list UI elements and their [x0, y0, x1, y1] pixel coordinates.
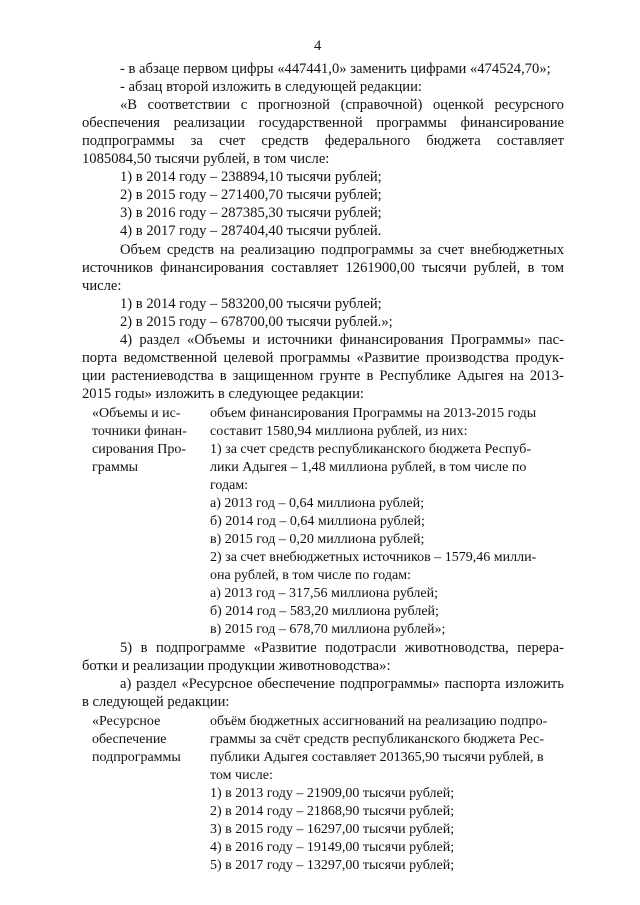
table-value: годам:: [210, 478, 249, 493]
table-value: 4) в 2016 году – 19149,00 тысячи рублей;: [210, 840, 455, 855]
text-line: Объем средств на реализацию подпрограммы за счет внебюджетных: [120, 242, 564, 258]
table-value: б) 2014 год – 0,64 миллиона рублей;: [210, 514, 425, 529]
list-item: 1) в 2014 году – 238894,10 тысячи рублей;: [120, 169, 382, 185]
table-value: объем финансирования Программы на 2013-2015 годы: [210, 406, 537, 421]
table-value: публики Адыгея составляет 201365,90 тысячи рублей, в: [210, 750, 544, 765]
table-value: составит 1580,94 миллиона рублей, из них:: [210, 424, 468, 439]
list-item: 2) в 2015 году – 271400,70 тысячи рублей;: [120, 187, 382, 203]
table-value: в) 2015 год – 678,70 миллиона рублей»;: [210, 622, 446, 637]
table-label: подпрограммы: [92, 750, 181, 765]
table-value: 2) за счет внебюджетных источников – 1579,46 милли-: [210, 550, 537, 565]
table-label: граммы: [92, 460, 139, 475]
list-item: 4) в 2017 году – 287404,40 тысячи рублей.: [120, 223, 382, 239]
page-number: 4: [314, 38, 322, 54]
text-line: порта ведомственной целевой программы «Развитие производства продук-: [82, 350, 564, 366]
text-line: источников финансирования составляет 1261900,00 тысячи рублей, в том: [82, 260, 564, 276]
table-value: том числе:: [210, 768, 273, 783]
table-value: 3) в 2015 году – 16297,00 тысячи рублей;: [210, 822, 455, 837]
list-item: 2) в 2015 году – 678700,00 тысячи рублей.»;: [120, 314, 393, 330]
table-value: 1) за счет средств республиканского бюджета Респуб-: [210, 442, 532, 457]
text-line: 4) раздел «Объемы и источники финансирования Программы» пас-: [120, 332, 564, 348]
table-label: сирования Про-: [92, 442, 187, 457]
table-label: обеспечение: [92, 732, 167, 747]
text-line: ботки и реализации продукции животноводства»:: [82, 658, 391, 674]
text-line: в следующей редакции:: [82, 694, 230, 710]
table-value: а) 2013 год – 0,64 миллиона рублей;: [210, 496, 424, 511]
text-line: «В соответствии с прогнозной (справочной) оценкой ресурсного: [120, 97, 564, 113]
text-line: ции растениеводства в защищенном грунте в Республике Адыгея на 2013-: [82, 368, 564, 384]
text-line: - абзац второй изложить в следующей редакции:: [120, 79, 422, 95]
table-value: 5) в 2017 году – 13297,00 тысячи рублей;: [210, 858, 455, 873]
text-line: обеспечения реализации государственной программы финансирование: [82, 115, 564, 131]
text-line: 5) в подпрограмме «Развитие подотрасли животноводства, перера-: [120, 640, 564, 656]
table-value: она рублей, в том числе по годам:: [210, 568, 411, 583]
table-value: граммы за счёт средств республиканского бюджета Рес-: [210, 732, 545, 747]
table-label: точники финан-: [92, 424, 187, 439]
table-value: 1) в 2013 году – 21909,00 тысячи рублей;: [210, 786, 455, 801]
table-value: а) 2013 год – 317,56 миллиона рублей;: [210, 586, 438, 601]
table-value: б) 2014 год – 583,20 миллиона рублей;: [210, 604, 439, 619]
list-item: 1) в 2014 году – 583200,00 тысячи рублей;: [120, 296, 382, 312]
table-value: в) 2015 год – 0,20 миллиона рублей;: [210, 532, 425, 547]
text-line: - в абзаце первом цифры «447441,0» заменить цифрами «474524,70»;: [120, 61, 551, 77]
text-line: подпрограммы за счет средств федерального бюджета составляет: [82, 133, 564, 149]
table-label: «Объемы и ис-: [92, 406, 181, 421]
list-item: 3) в 2016 году – 287385,30 тысячи рублей;: [120, 205, 382, 221]
text-line: 1085084,50 тысячи рублей, в том числе:: [82, 151, 330, 167]
text-line: числе:: [82, 278, 122, 294]
text-line: а) раздел «Ресурсное обеспечение подпрограммы» паспорта изложить: [120, 676, 564, 692]
table-value: объём бюджетных ассигнований на реализацию подпро-: [210, 714, 548, 729]
table-value: лики Адыгея – 1,48 миллиона рублей, в том числе по: [210, 460, 527, 475]
table-label: «Ресурсное: [92, 714, 161, 729]
table-value: 2) в 2014 году – 21868,90 тысячи рублей;: [210, 804, 455, 819]
text-line: 2015 годы» изложить в следующее редакции:: [82, 386, 364, 402]
